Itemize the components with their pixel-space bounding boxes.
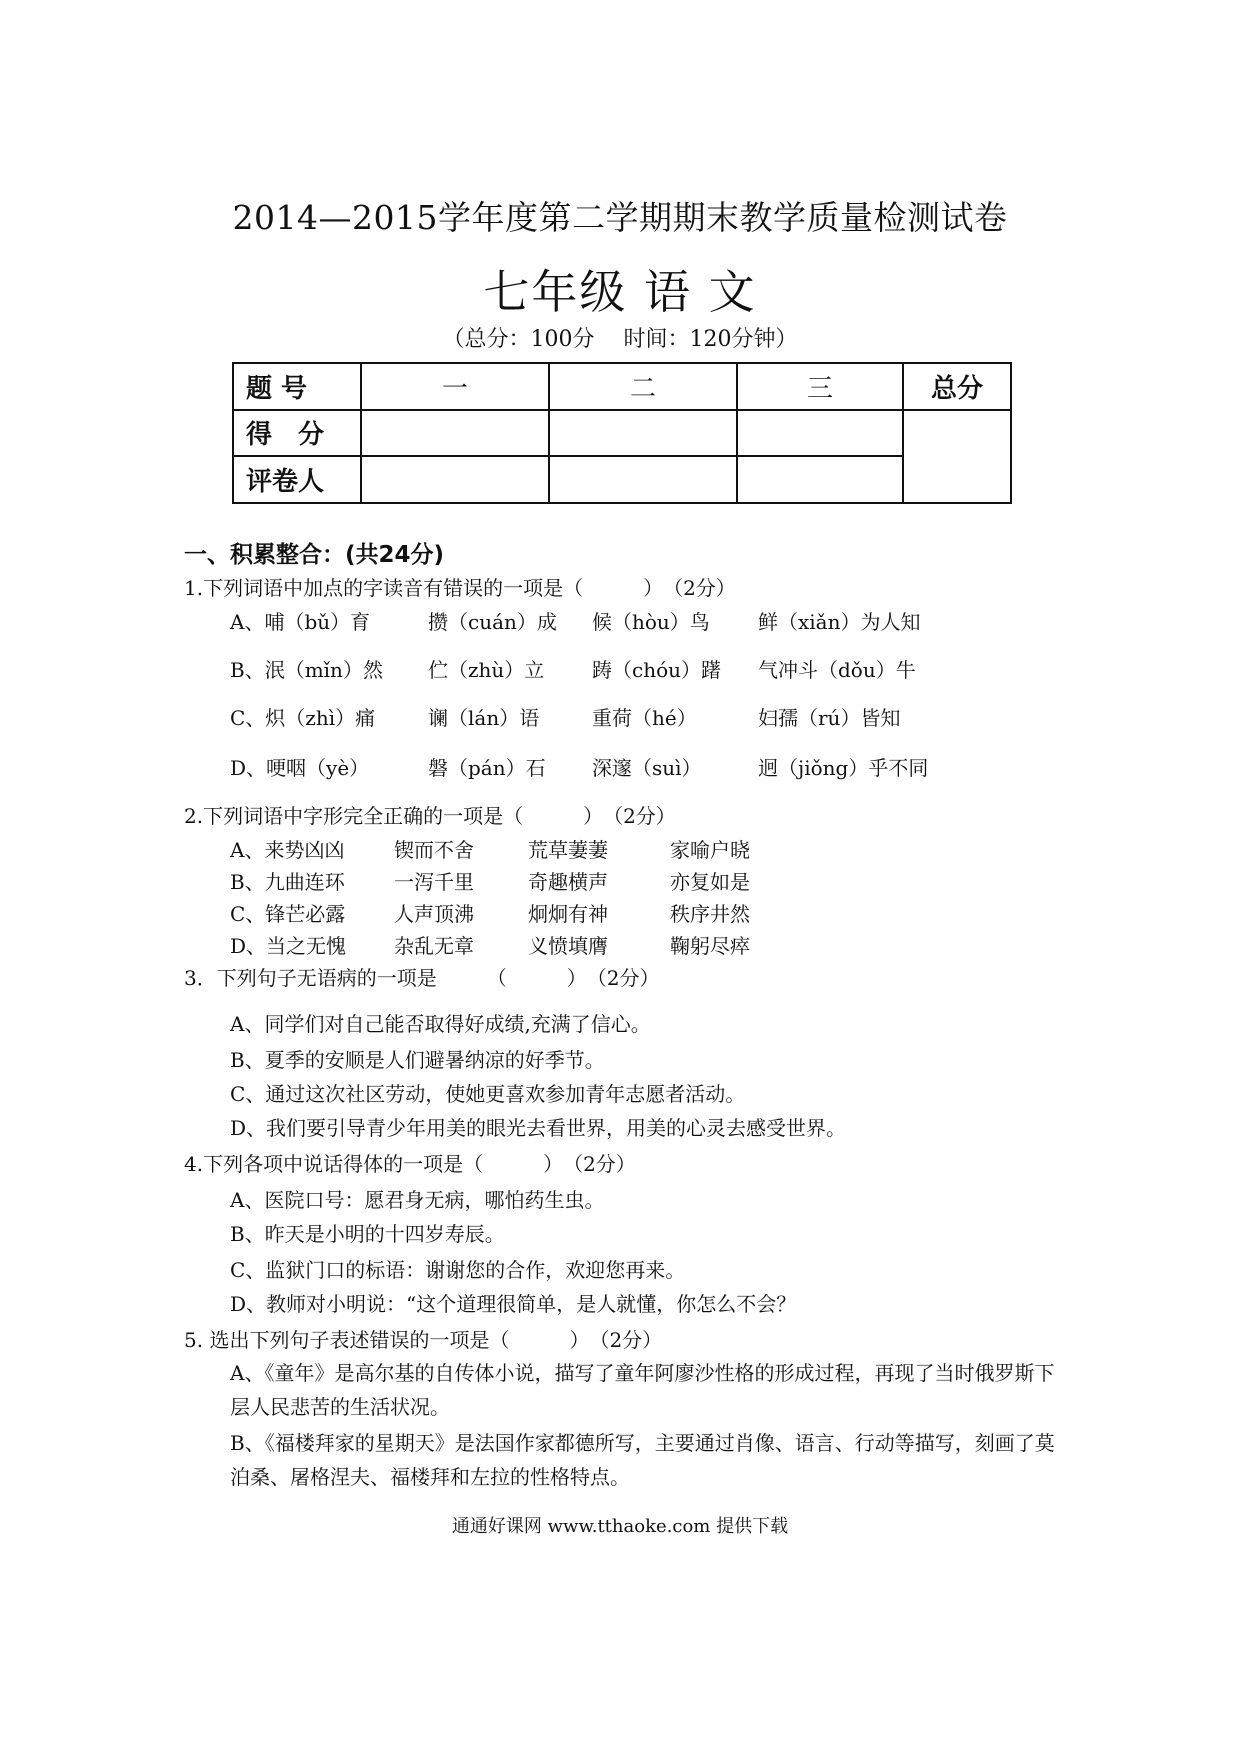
list-item: 迥（jiǒng）乎不同 — [758, 756, 929, 780]
list-item: 气冲斗（dǒu）牛 — [758, 658, 916, 682]
question-1-stem: 1.下列词语中加点的字读音有错误的一项是（ ） （2分） — [184, 576, 736, 600]
list-item: A、医院口号：愿君身无病，哪怕药生虫。 — [230, 1188, 605, 1212]
list-item: B、夏季的安顺是人们避暑纳凉的好季节。 — [230, 1048, 605, 1072]
list-item: C、通过这次社区劳动，使她更喜欢参加青年志愿者活动。 — [230, 1082, 746, 1106]
exam-title: 2014—2015学年度第二学期期末教学质量检测试卷 — [232, 198, 1008, 237]
question-4-stem: 4.下列各项中说话得体的一项是（ ） （2分） — [184, 1152, 636, 1176]
score-header-total: 总分 — [903, 363, 1011, 410]
score-cell[interactable] — [737, 410, 903, 457]
list-item: B、九曲连环 — [230, 870, 345, 894]
score-table — [232, 362, 1012, 504]
list-item: A、同学们对自己能否取得好成绩,充满了信心。 — [230, 1012, 651, 1036]
exam-subject: 七年级 语 文 — [483, 265, 757, 319]
list-item: A、来势凶凶 — [230, 838, 345, 862]
list-item: 锲而不舍 — [394, 838, 474, 862]
score-header-section-3: 三 — [737, 363, 903, 410]
list-item: 杂乱无章 — [394, 934, 474, 958]
list-item: 谰（lán）语 — [428, 706, 540, 730]
list-item: 深邃（suì） — [592, 756, 702, 780]
list-item: A、《童年》是高尔基的自传体小说，描写了童年阿廖沙性格的形成过程，再现了当时俄罗斯下层人民悲苦的生活状况。 — [230, 1361, 1055, 1419]
list-item: A、哺（bǔ）育 — [230, 610, 371, 634]
list-item: 亦复如是 — [670, 870, 750, 894]
exam-meta: （总分：100分 时间：120分钟） — [442, 327, 798, 352]
list-item: 奇趣横声 — [528, 870, 608, 894]
list-item: 一泻千里 — [394, 870, 474, 894]
list-item: D、教师对小明说：“这个道理很简单，是人就懂，你怎么不会？ — [230, 1292, 797, 1316]
list-item: D、当之无愧 — [230, 934, 347, 958]
grader-cell[interactable] — [361, 456, 549, 503]
score-cell[interactable] — [361, 410, 549, 457]
list-item: 鲜（xiǎn）为人知 — [758, 610, 921, 634]
score-header-section-2: 二 — [549, 363, 737, 410]
grader-cell[interactable] — [737, 456, 903, 503]
list-item: D、我们要引导青少年用美的眼光去看世界，用美的心灵去感受世界。 — [230, 1116, 847, 1140]
grader-cell[interactable] — [549, 456, 737, 503]
list-item: C、锋芒必露 — [230, 902, 346, 926]
list-item: B、昨天是小明的十四岁寿辰。 — [230, 1222, 505, 1246]
list-item: C、炽（zhì）痛 — [230, 706, 376, 730]
score-cell[interactable] — [549, 410, 737, 457]
list-item: 攒（cuán）成 — [428, 610, 557, 634]
list-item: 候（hòu）鸟 — [592, 610, 710, 634]
list-item: 鞠躬尽瘁 — [670, 934, 750, 958]
list-item: 妇孺（rú）皆知 — [758, 706, 901, 730]
list-item: 磐（pán）石 — [428, 756, 546, 780]
list-item: 义愤填膺 — [528, 934, 608, 958]
list-item: 人声顶沸 — [394, 902, 474, 926]
question-3-stem: 3．下列句子无语病的一项是 （ ） （2分） — [184, 966, 660, 990]
list-item: 踌（chóu）躇 — [592, 658, 722, 682]
score-header-label: 题 号 — [233, 363, 361, 410]
score-header-section-1: 一 — [361, 363, 549, 410]
question-2-stem: 2.下列词语中字形完全正确的一项是（ ） （2分） — [184, 804, 676, 828]
list-item: 伫（zhù）立 — [428, 658, 545, 682]
list-item: 秩序井然 — [670, 902, 750, 926]
list-item: B、《福楼拜家的星期天》是法国作家都德所写，主要通过肖像、语言、行动等描写，刻画了莫泊桑、屠格涅夫、福楼拜和左拉的性格特点。 — [230, 1431, 1055, 1489]
list-item: B、泯（mǐn）然 — [230, 658, 383, 682]
question-5-stem: 5. 选出下列句子表述错误的一项是（ ） （2分） — [184, 1328, 663, 1352]
score-row-label: 得 分 — [233, 410, 361, 457]
list-item: 炯炯有神 — [528, 902, 608, 926]
list-item: 荒草萋萋 — [528, 838, 608, 862]
list-item: D、哽咽（yè） — [230, 756, 370, 780]
list-item: 重荷（hé） — [592, 706, 697, 730]
section-1-title: 一、积累整合：(共24分) — [184, 542, 445, 568]
total-score-cell[interactable] — [903, 410, 1011, 503]
grader-row-label: 评卷人 — [233, 456, 361, 503]
list-item: 家喻户晓 — [670, 838, 750, 862]
list-item: C、监狱门口的标语：谢谢您的合作，欢迎您再来。 — [230, 1258, 686, 1282]
page-footer: 通通好课网 www.tthaoke.com 提供下载 — [451, 1516, 789, 1537]
